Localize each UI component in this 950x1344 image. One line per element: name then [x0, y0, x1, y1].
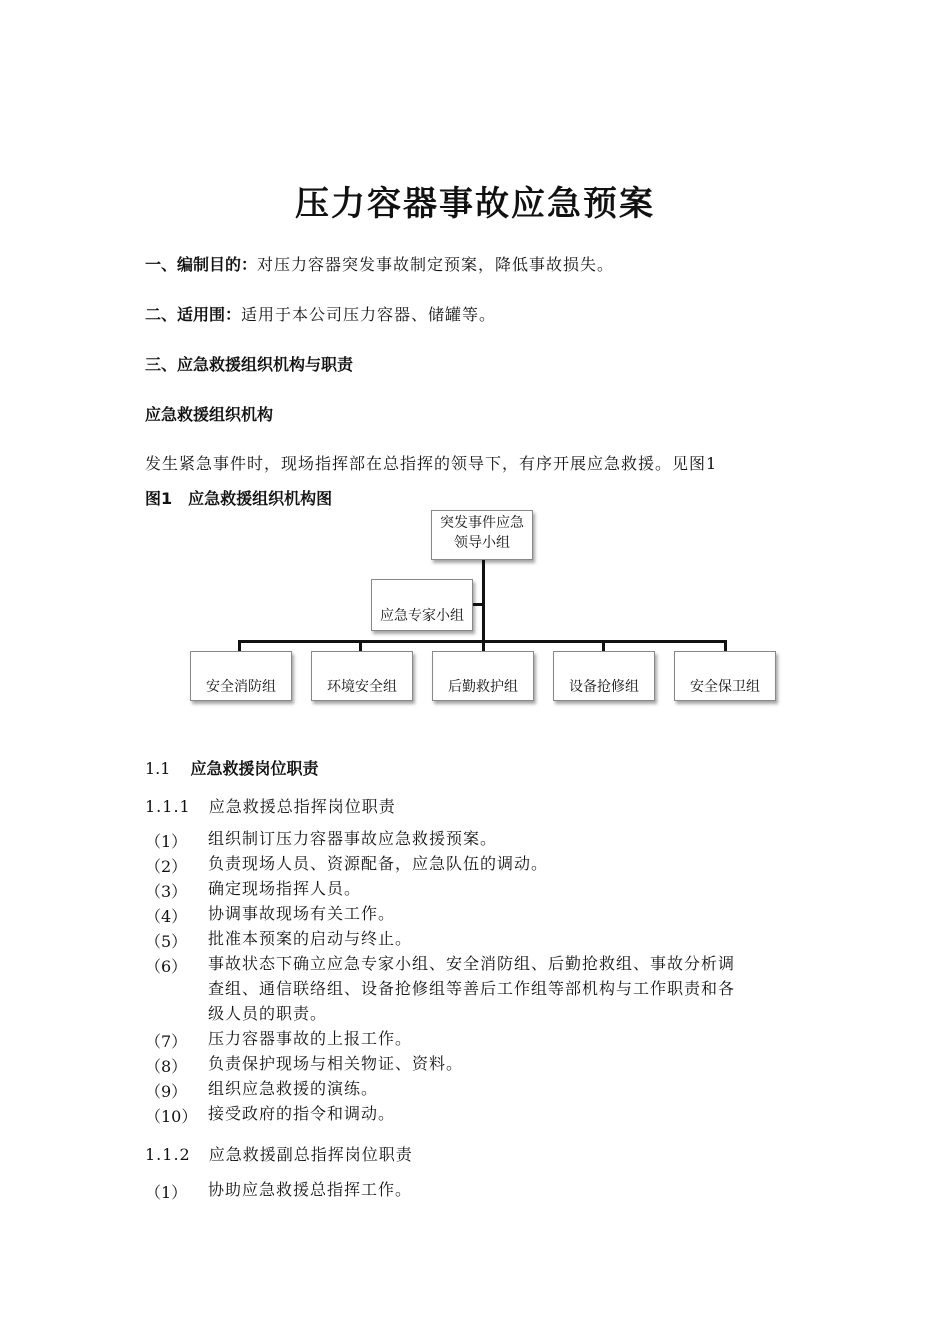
list-item-number: （5）: [145, 932, 188, 951]
list-item-text: 协助应急救援总指挥工作。: [208, 1180, 413, 1199]
list-item-text: 批准本预案的启动与终止。: [208, 929, 413, 948]
list-item-text: 负责保护现场与相关物证、资料。: [208, 1054, 464, 1073]
list-item-text: 确定现场指挥人员。: [208, 879, 362, 898]
org-trunk-line: [482, 558, 485, 642]
list-item-text: 事故状态下确立应急专家小组、安全消防组、后勤抢救组、事故分析调: [208, 954, 736, 973]
section-1-1-heading: [145, 756, 318, 779]
list-item-number: （8）: [145, 1057, 188, 1076]
intro-paragraph: 发生紧急事件时，现场指挥部在总指挥的领导下，有序开展应急救援。见图1: [145, 454, 718, 473]
list-item-text: 组织制订压力容器事故应急救援预案。: [208, 829, 498, 848]
org-node-leadership-line1: 突发事件应急: [440, 515, 524, 531]
list-item-number: （2）: [145, 857, 188, 876]
org-node-group: 后勤救护组: [432, 651, 534, 701]
list-item-text: 协调事故现场有关工作。: [208, 904, 396, 923]
org-node-group: 设备抢修组: [553, 651, 655, 701]
section-organization-heading: 三、应急救援组织机构与职责: [145, 355, 354, 374]
section-scope: [145, 302, 496, 325]
list-item-number: （1）: [145, 1183, 188, 1202]
section-scope-text: 适用于本公司压力容器、储罐等。: [241, 305, 497, 324]
section-title: 应急救援岗位职责: [190, 759, 319, 778]
section-number: 1.1: [145, 759, 171, 778]
section-purpose-label: 一、编制目的：: [145, 255, 258, 274]
org-node-leadership: [431, 510, 533, 560]
list-item-number: （4）: [145, 907, 188, 926]
org-node-group: 环境安全组: [311, 651, 413, 701]
subsection-number: 1.1.2: [145, 1145, 191, 1164]
figure-caption: 图1 应急救援组织机构图: [145, 489, 333, 508]
org-node-group: 安全消防组: [190, 651, 292, 701]
list-item-text: 接受政府的指令和调动。: [208, 1104, 396, 1123]
list-item-number: （3）: [145, 882, 188, 901]
section-purpose-text: 对压力容器突发事故制定预案，降低事故损失。: [257, 255, 615, 274]
list-item-number: （1）: [145, 832, 188, 851]
section-1-1-1-heading: [145, 794, 396, 817]
list-item-text: 级人员的职责。: [208, 1004, 328, 1023]
list-item-text: 组织应急救援的演练。: [208, 1079, 379, 1098]
section-purpose: [145, 252, 614, 275]
list-item-number: （6）: [145, 957, 188, 976]
list-item-text: 查组、通信联络组、设备抢修组等善后工作组等部机构与工作职责和各: [208, 979, 736, 998]
subsection-title: 应急救援总指挥岗位职责: [208, 797, 396, 816]
list-item-text: 压力容器事故的上报工作。: [208, 1029, 413, 1048]
list-item-number: （7）: [145, 1032, 188, 1051]
org-node-expert: 应急专家小组: [371, 579, 473, 631]
subsection-number: 1.1.1: [145, 797, 191, 816]
list-item-number: （10）: [145, 1107, 198, 1126]
org-expert-connector: [472, 603, 482, 606]
org-structure-heading: 应急救援组织机构: [145, 405, 274, 424]
section-1-1-2-heading: [145, 1142, 413, 1165]
subsection-title: 应急救援副总指挥岗位职责: [208, 1145, 413, 1164]
section-scope-label: 二、适用围：: [145, 305, 242, 324]
org-node-group: 安全保卫组: [674, 651, 776, 701]
list-item-number: （9）: [145, 1082, 188, 1101]
org-node-leadership-line2: 领导小组: [454, 535, 510, 551]
list-item-text: 负责现场人员、资源配备，应急队伍的调动。: [208, 854, 549, 873]
document-title: 压力容器事故应急预案: [295, 184, 655, 224]
